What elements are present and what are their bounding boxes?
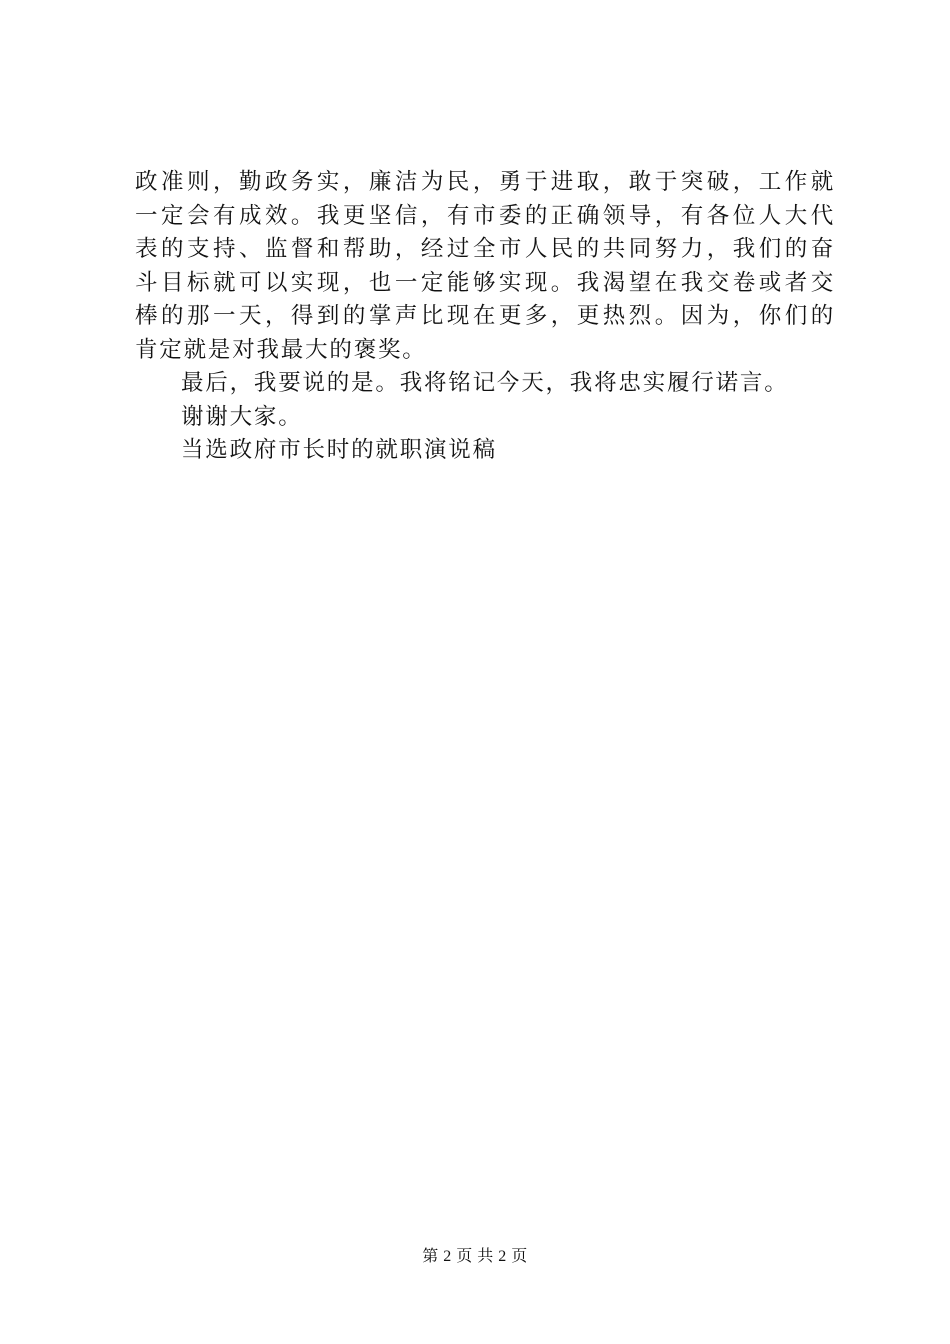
text-line: 表的支持、监督和帮助，经过全市人民的共同努力，我们的奋 bbox=[135, 236, 835, 262]
text-line: 一定会有成效。我更坚信，有市委的正确领导，有各位人大代 bbox=[135, 202, 835, 229]
text-line: 政准则，勤政务实，廉洁为民，勇于进取，敢于突破，工作就 bbox=[135, 169, 835, 195]
document-body bbox=[135, 166, 835, 468]
text-line: 斗目标就可以实现，也一定能够实现。我渴望在我交卷或者交 bbox=[135, 269, 835, 296]
paragraph-title: 当选政府市长时的就职演说稿 bbox=[181, 437, 497, 463]
text-line: 棒的那一天，得到的掌声比现在更多，更热烈。因为，你们的 bbox=[135, 303, 835, 329]
text-line: 肯定就是对我最大的褒奖。 bbox=[135, 336, 427, 363]
paragraph-thanks: 谢谢大家。 bbox=[181, 403, 303, 430]
paragraph-closing: 最后，我要说的是。我将铭记今天，我将忠实履行诺言。 bbox=[181, 370, 789, 396]
page-number-footer: 第 2 页 共 2 页 bbox=[422, 1248, 528, 1265]
